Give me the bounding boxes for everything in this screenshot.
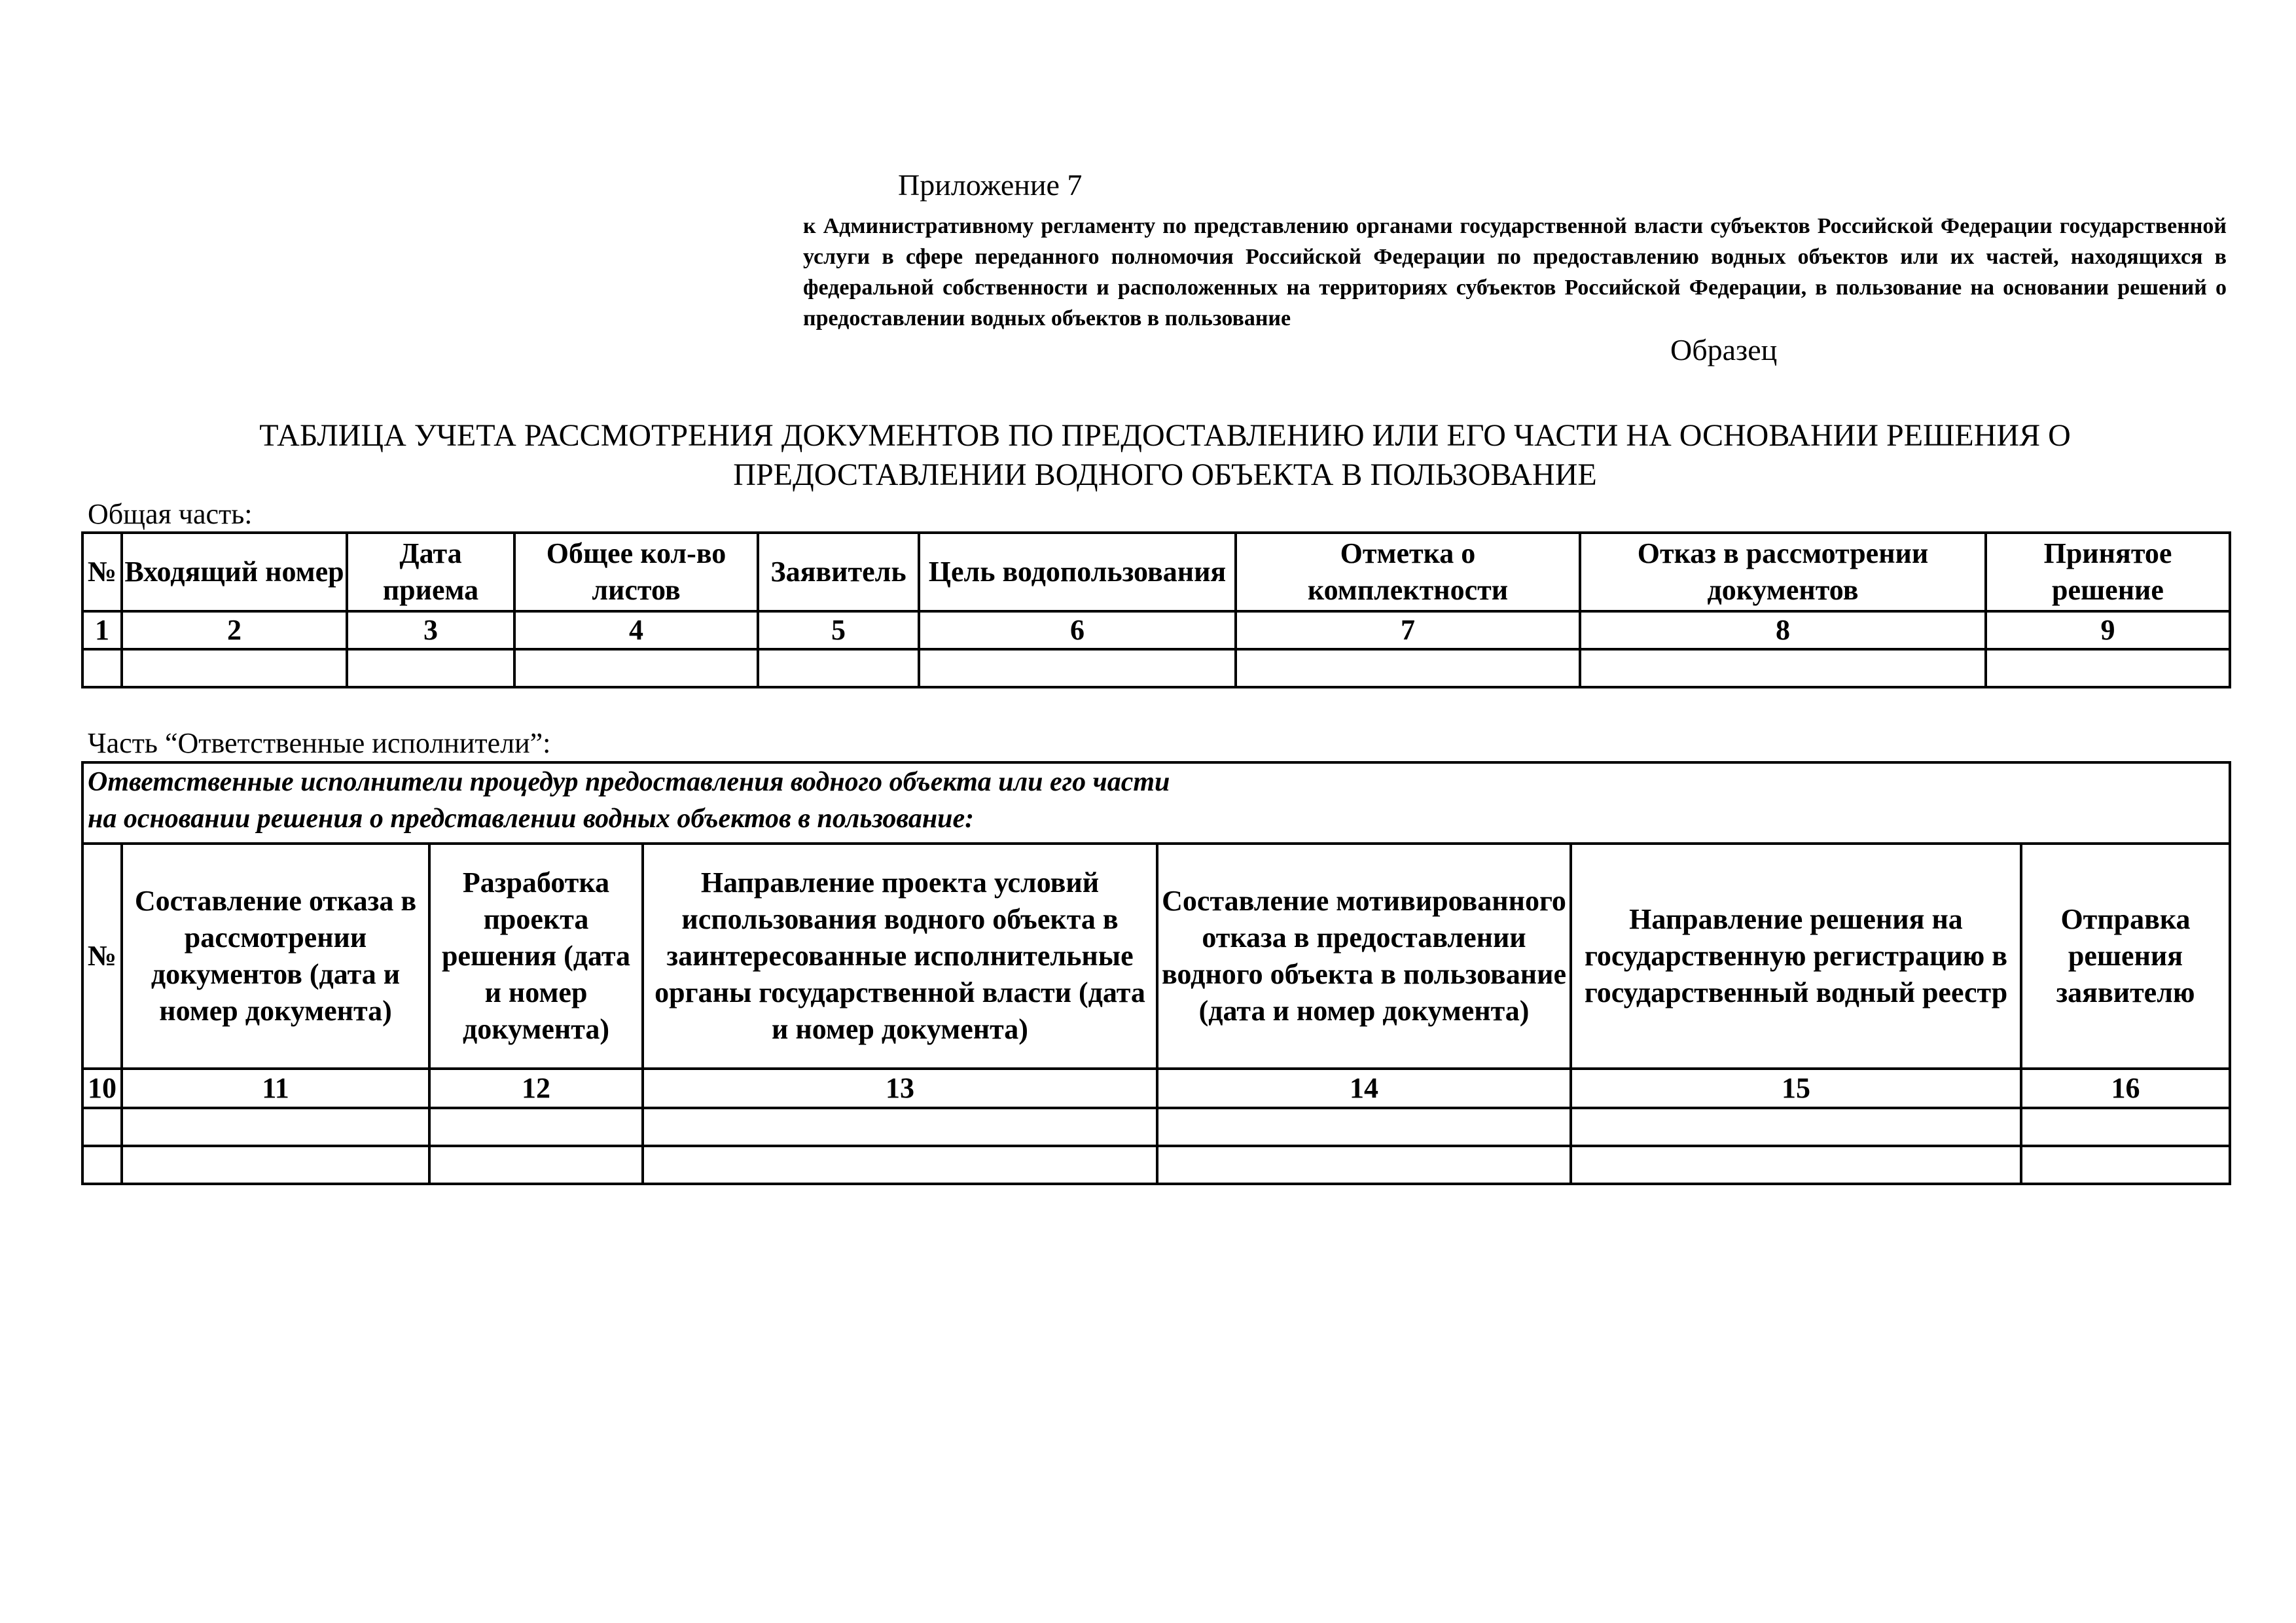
header-cell: Направление решения на государственную регистрацию в государственный водный реестр xyxy=(1571,844,2021,1069)
executors-part-label: Часть “Ответственные исполнители”: xyxy=(88,727,551,759)
header-cell: Составление мотивированного отказа в предоставлении водного объекта в пользование (дата и номер документа) xyxy=(1157,844,1571,1069)
empty-cell xyxy=(643,1108,1157,1146)
number-cell: 14 xyxy=(1157,1069,1571,1108)
general-part-label: Общая часть: xyxy=(88,498,253,530)
header-cell: Составление отказа в рассмотрении документов (дата и номер документа) xyxy=(122,844,429,1069)
caption-line-2: на основании решения о представлении водных объектов в пользование: xyxy=(88,804,975,834)
number-cell: 1 xyxy=(82,611,122,649)
header-cell: Заявитель xyxy=(758,533,919,611)
empty-cell xyxy=(122,649,347,687)
empty-cell xyxy=(1236,649,1580,687)
header-cell: Общее кол-во листов xyxy=(514,533,758,611)
empty-cell xyxy=(82,649,122,687)
number-cell: 11 xyxy=(122,1069,429,1108)
empty-cell xyxy=(122,1146,429,1184)
empty-cell xyxy=(514,649,758,687)
header-cell: Направление проекта условий использования водного объекта в заинтересованные исполнительные органы государственной власти (дата и номер документа) xyxy=(643,844,1157,1069)
caption-line-1: Ответственные исполнители процедур предоставления водного объекта или его части xyxy=(88,767,1170,797)
number-cell: 10 xyxy=(82,1069,122,1108)
empty-cell xyxy=(429,1146,643,1184)
title-line-1: ТАБЛИЦА УЧЕТА РАССМОТРЕНИЯ ДОКУМЕНТОВ ПО ПРЕДОСТАВЛЕНИЮ ИЛИ ЕГО ЧАСТИ НА ОСНОВАНИИ РЕШЕНИЯ О xyxy=(259,418,2071,453)
general-table xyxy=(81,531,2231,688)
empty-cell xyxy=(643,1146,1157,1184)
number-cell: 6 xyxy=(919,611,1236,649)
appendix-title: Приложение 7 xyxy=(898,168,1083,202)
number-cell: 5 xyxy=(758,611,919,649)
header-cell: Отметка о комплектности xyxy=(1236,533,1580,611)
page-title xyxy=(105,416,2225,495)
table-header-row xyxy=(82,844,2230,1069)
header-cell: № xyxy=(82,533,122,611)
header-cell: Входящий номер xyxy=(122,533,347,611)
empty-cell xyxy=(2021,1108,2230,1146)
number-cell: 2 xyxy=(122,611,347,649)
number-cell: 12 xyxy=(429,1069,643,1108)
header-cell: Отправка решения заявителю xyxy=(2021,844,2230,1069)
number-cell: 3 xyxy=(347,611,514,649)
header-cell: Дата приема xyxy=(347,533,514,611)
title-line-2: ПРЕДОСТАВЛЕНИИ ВОДНОГО ОБЪЕКТА В ПОЛЬЗОВАНИЕ xyxy=(733,457,1597,492)
number-cell: 15 xyxy=(1571,1069,2021,1108)
executors-caption xyxy=(82,762,2230,844)
number-cell: 4 xyxy=(514,611,758,649)
header-cell: № xyxy=(82,844,122,1069)
empty-cell xyxy=(347,649,514,687)
empty-cell xyxy=(919,649,1236,687)
number-cell: 9 xyxy=(1986,611,2230,649)
executors-table xyxy=(81,761,2231,1185)
table-row xyxy=(82,649,2230,687)
empty-cell xyxy=(758,649,919,687)
executors-caption-row xyxy=(82,762,2230,844)
number-cell: 13 xyxy=(643,1069,1157,1108)
empty-cell xyxy=(2021,1146,2230,1184)
empty-cell xyxy=(1986,649,2230,687)
empty-cell xyxy=(1580,649,1986,687)
table-header-row xyxy=(82,533,2230,611)
empty-cell xyxy=(82,1146,122,1184)
number-cell: 8 xyxy=(1580,611,1986,649)
number-cell: 16 xyxy=(2021,1069,2230,1108)
empty-cell xyxy=(1571,1108,2021,1146)
empty-cell xyxy=(122,1108,429,1146)
column-number-row xyxy=(82,611,2230,649)
empty-cell xyxy=(1157,1108,1571,1146)
header-cell: Цель водопользования xyxy=(919,533,1236,611)
sample-label: Образец xyxy=(1670,333,1778,366)
column-number-row xyxy=(82,1069,2230,1108)
empty-cell xyxy=(82,1108,122,1146)
number-cell: 7 xyxy=(1236,611,1580,649)
empty-cell xyxy=(1571,1146,2021,1184)
appendix-text: к Административному регламенту по представлению органами государственной власти субъектов Российской Федерации государственной услуги в сфере переданного полномочия Российской Федерации по предоставлению водных объектов или их частей, находящихся в федеральной собственности и расположенных на территориях субъектов Российской Федерации, в пользование на основании решений о предоставлении водных объектов в пользование xyxy=(803,214,2227,330)
header-cell: Принятое решение xyxy=(1986,533,2230,611)
table-row xyxy=(82,1146,2230,1184)
empty-cell xyxy=(1157,1146,1571,1184)
header-cell: Разработка проекта решения (дата и номер документа) xyxy=(429,844,643,1069)
table-row xyxy=(82,1108,2230,1146)
header-cell: Отказ в рассмотрении документов xyxy=(1580,533,1986,611)
empty-cell xyxy=(429,1108,643,1146)
